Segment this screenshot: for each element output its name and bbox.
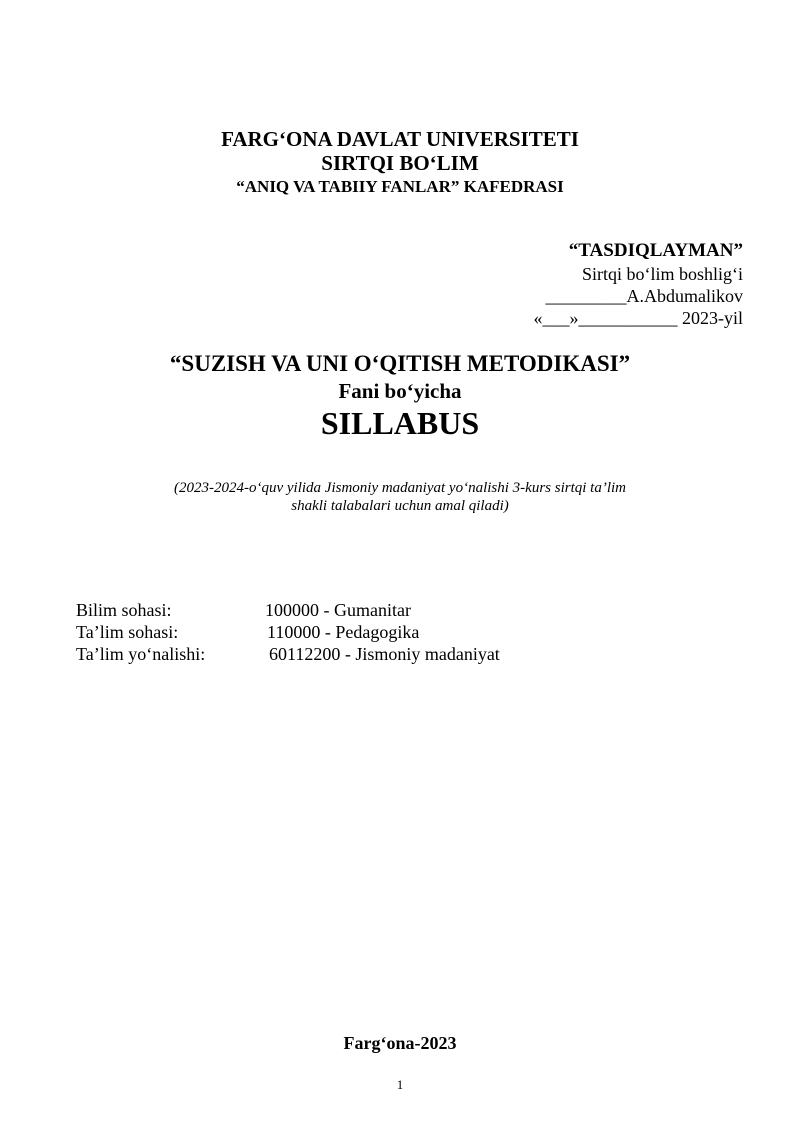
- page-number: 1: [396, 1077, 404, 1092]
- subject-subtitle: Fani bo‘yicha: [338, 379, 462, 403]
- department-name: SIRTQI BO‘LIM: [321, 151, 479, 175]
- approval-title: “TASDIQLAYMAN”: [568, 240, 743, 261]
- subject-name: “SUZISH VA UNI O‘QITISH METODIKASI”: [169, 351, 631, 376]
- document-type-title: SILLABUS: [320, 405, 480, 441]
- approval-role: Sirtqi bo‘lim boshlig‘i: [581, 264, 743, 284]
- kafedra-name: “ANIQ VA TABIIY FANLAR” KAFEDRASI: [236, 177, 564, 196]
- approval-signature-line: _________A.Abdumalikov: [545, 286, 743, 306]
- info-value: 60112200 - Jismoniy madaniyat: [269, 644, 500, 664]
- scope-note-line-2: shakli talabalari uchun amal qiladi): [291, 498, 509, 514]
- info-value: 100000 - Gumanitar: [265, 600, 411, 620]
- scope-note-line-1: (2023-2024-o‘quv yilida Jismoniy madaniyat yo‘nalishi 3-kurs sirtqi ta’lim: [173, 480, 627, 496]
- info-label: Ta’lim sohasi:: [76, 622, 179, 642]
- university-name: FARG‘ONA DAVLAT UNIVERSITETI: [221, 127, 579, 151]
- footer-city-year: Farg‘ona-2023: [343, 1033, 457, 1053]
- approval-date-line: «___»___________ 2023-yil: [533, 308, 743, 328]
- info-value: 110000 - Pedagogika: [267, 622, 420, 642]
- info-label: Ta’lim yo‘nalishi:: [76, 644, 206, 664]
- info-label: Bilim sohasi:: [76, 600, 172, 620]
